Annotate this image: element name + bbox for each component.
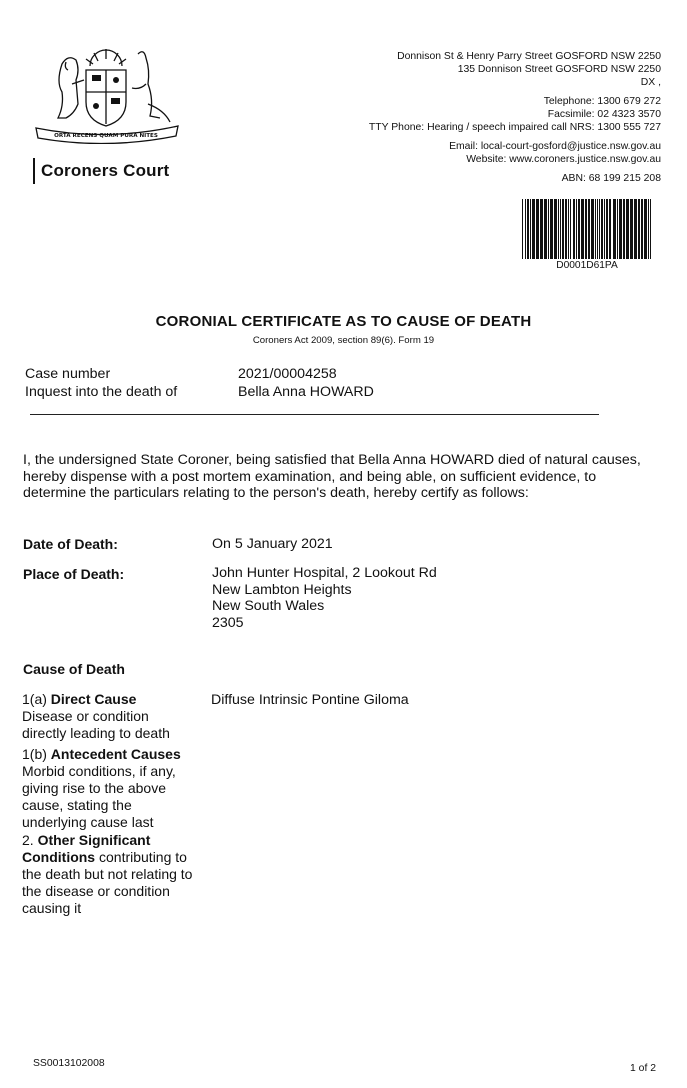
barcode-icon	[520, 198, 654, 260]
direct-cause-desc: Disease or condition directly leading to death	[22, 708, 170, 742]
page-number: 1 of 2	[630, 1063, 656, 1074]
barcode-bar	[565, 199, 567, 259]
barcode-bar	[573, 199, 575, 259]
direct-cause-num: 1(a)	[22, 691, 51, 707]
court-name: Coroners Court	[41, 161, 170, 180]
case-labels	[25, 365, 177, 401]
coat-of-arms-icon	[28, 44, 184, 144]
barcode-bar	[554, 199, 557, 259]
barcode-bar	[558, 199, 559, 259]
court-name-bar	[33, 158, 35, 184]
barcode-bar	[530, 199, 531, 259]
barcode-bar	[595, 199, 596, 259]
barcode-bar	[648, 199, 649, 259]
antecedent-desc: Morbid conditions, if any, giving rise to the above cause, stating the underlying cause last	[22, 762, 176, 831]
other-desc: contributing to the death but not relating to the disease or condition causing it	[22, 848, 193, 917]
barcode-bar	[588, 199, 590, 259]
email-line: Email: local-court-gosford@justice.nsw.gov.au	[449, 141, 661, 152]
barcode-bar	[562, 199, 564, 259]
antecedent-block	[22, 746, 197, 832]
barcode-bar	[576, 199, 577, 259]
tty-line: TTY Phone: Hearing / speech impaired call NRS: 1300 555 727	[368, 122, 661, 133]
fax-line: Facsimile: 02 4323 3570	[547, 109, 661, 120]
footer-code: SS0013102008	[33, 1058, 105, 1069]
barcode-bar	[601, 199, 603, 259]
barcode-bar	[578, 199, 580, 259]
contact-block	[369, 50, 661, 185]
divider	[30, 414, 599, 415]
document-subtitle: Coroners Act 2009, section 89(6). Form 19	[252, 335, 435, 346]
barcode-bar	[634, 199, 637, 259]
barcode-bar	[599, 199, 600, 259]
barcode-bar	[532, 199, 535, 259]
case-number: 2021/00004258	[238, 366, 337, 382]
date-of-death-label: Date of Death:	[23, 536, 118, 552]
place-of-death-label: Place of Death:	[23, 566, 125, 582]
barcode-bar	[560, 199, 561, 259]
barcode-bar	[548, 199, 549, 259]
barcode-bar	[597, 199, 598, 259]
barcode-bar	[617, 199, 618, 259]
other-num: 2.	[22, 831, 38, 848]
antecedent-num: 1(b)	[22, 745, 51, 762]
barcode-bar	[606, 199, 608, 259]
place-line: New Lambton Heights	[212, 581, 352, 598]
other-conditions-block	[22, 832, 197, 918]
place-of-death	[212, 565, 437, 632]
place-line: New South Wales	[212, 598, 325, 615]
barcode-bar	[591, 199, 594, 259]
place-line: 2305	[212, 615, 244, 632]
address-line: 135 Donnison Street GOSFORD NSW 2250	[457, 64, 661, 75]
barcode-bar	[585, 199, 587, 259]
cause-of-death-heading: Cause of Death	[23, 661, 125, 677]
other-title: Other Significant Conditions	[22, 831, 151, 865]
document-title: CORONIAL CERTIFICATE AS TO CAUSE OF DEATH	[155, 313, 532, 330]
direct-cause-title: Direct Cause	[50, 691, 137, 707]
place-line: John Hunter Hospital, 2 Lookout Rd	[212, 565, 437, 581]
antecedent-title: Antecedent Causes	[50, 745, 181, 762]
direct-cause-value: Diffuse Intrinsic Pontine Giloma	[211, 692, 409, 708]
website-line: Website: www.coroners.justice.nsw.gov.au	[466, 154, 661, 165]
barcode-bar	[609, 199, 611, 259]
barcode-bar	[581, 199, 584, 259]
date-of-death: On 5 January 2021	[212, 536, 333, 552]
barcode-bar	[540, 199, 543, 259]
barcode-bar	[641, 199, 643, 259]
barcode-bar	[650, 199, 651, 259]
barcode-bar	[568, 199, 569, 259]
barcode-bar	[550, 199, 553, 259]
barcode-bar	[525, 199, 526, 259]
direct-cause-block	[22, 691, 197, 743]
address-line: Donnison St & Henry Parry Street GOSFORD NSW 2250	[397, 51, 661, 62]
crest-motto: ORTA RECENS QUAM PURA NITES	[54, 133, 158, 139]
barcode-bar	[638, 199, 640, 259]
barcode-bar	[527, 199, 529, 259]
cause-descriptions	[22, 691, 197, 918]
barcode-bar	[623, 199, 625, 259]
barcode-bar	[604, 199, 605, 259]
intro-paragraph: I, the undersigned State Coroner, being satisfied that Bella Anna HOWARD died of natural causes, hereby dispense with a post mortem examination, and being able, on sufficient evidence, to determine the particulars relating to the person's death, hereby certify as follows:	[23, 452, 641, 502]
barcode-bar	[613, 199, 616, 259]
phone-line: Telephone: 1300 679 272	[543, 96, 661, 107]
barcode-bar	[644, 199, 647, 259]
barcode-bar	[619, 199, 622, 259]
abn-line: ABN: 68 199 215 208	[561, 173, 661, 184]
case-number-label: Case number	[25, 366, 111, 382]
barcode-text: D0001D61PA	[556, 260, 618, 271]
barcode-bar	[570, 199, 571, 259]
deceased-name: Bella Anna HOWARD	[238, 384, 374, 400]
inquest-label: Inquest into the death of	[25, 384, 178, 400]
case-values	[238, 365, 374, 401]
barcode-bar	[630, 199, 633, 259]
barcode-bar	[536, 199, 539, 259]
address-line: DX ,	[640, 77, 661, 88]
barcode-bar	[544, 199, 547, 259]
barcode-bar	[626, 199, 629, 259]
barcode-bar	[522, 199, 523, 259]
